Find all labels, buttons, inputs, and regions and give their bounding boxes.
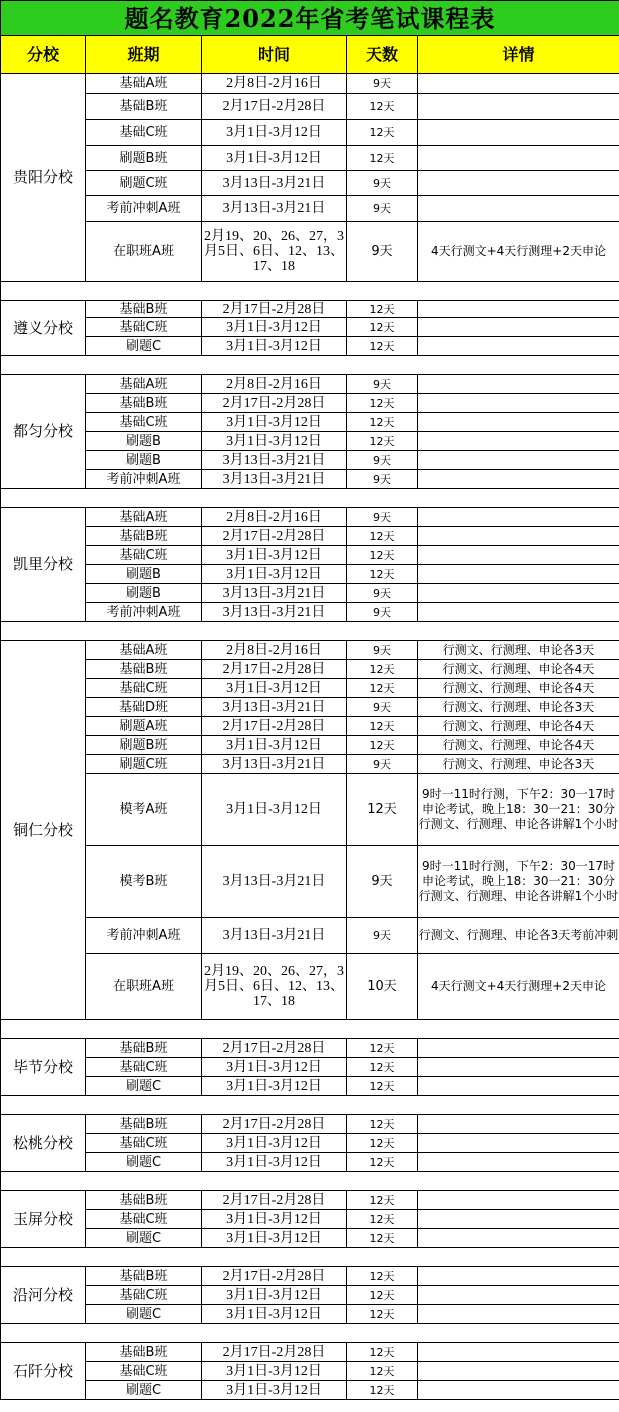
table-row — [1, 1039, 619, 1058]
class-detail: 行测文、行测理、申论各3天 — [418, 755, 619, 774]
class-detail — [418, 546, 619, 565]
table-row — [1, 470, 619, 489]
table-row — [1, 1305, 619, 1324]
class-days: 12天 — [347, 1153, 418, 1172]
class-detail — [418, 470, 619, 489]
table-row — [1, 546, 619, 565]
class-name: 考前冲刺A班 — [86, 603, 202, 622]
class-detail: 9时一11时行测，下午2：30一17时申论考试，晚上18：30一21：30分行测文、行测理、申论各讲解1个小时 — [418, 846, 619, 918]
class-days: 12天 — [347, 1115, 418, 1134]
class-days: 12天 — [347, 717, 418, 736]
class-name: 刷题C班 — [86, 171, 202, 196]
header-time: 时间 — [202, 36, 347, 74]
class-time: 2月17日-2月28日 — [202, 301, 347, 318]
spacer-row — [1, 1096, 619, 1115]
table-row — [1, 1381, 619, 1400]
class-time: 3月1日-3月12日 — [202, 774, 347, 846]
class-days: 12天 — [347, 1134, 418, 1153]
class-time: 3月1日-3月12日 — [202, 1077, 347, 1096]
class-name: 刷题C — [86, 1381, 202, 1400]
spacer-cell — [1, 1324, 619, 1343]
class-name: 考前冲刺A班 — [86, 470, 202, 489]
class-time: 3月1日-3月12日 — [202, 413, 347, 432]
class-days: 12天 — [347, 679, 418, 698]
class-detail — [418, 1077, 619, 1096]
class-days: 9天 — [347, 470, 418, 489]
class-time: 3月1日-3月12日 — [202, 1305, 347, 1324]
class-days: 12天 — [347, 301, 418, 318]
class-name: 基础B班 — [86, 1115, 202, 1134]
table-row — [1, 120, 619, 146]
spacer-row — [1, 1020, 619, 1039]
class-name: 刷题B — [86, 451, 202, 470]
spacer-row — [1, 1172, 619, 1191]
class-time: 3月1日-3月12日 — [202, 1362, 347, 1381]
table-row — [1, 1362, 619, 1381]
table-row — [1, 717, 619, 736]
class-days: 12天 — [347, 337, 418, 356]
spacer-cell — [1, 489, 619, 508]
spacer-cell — [1, 1248, 619, 1267]
class-days: 9天 — [347, 846, 418, 918]
class-time: 2月17日-2月28日 — [202, 94, 347, 120]
table-row — [1, 1058, 619, 1077]
class-detail: 行测文、行测理、申论各3天考前冲刺 — [418, 918, 619, 954]
spacer-row — [1, 489, 619, 508]
spacer-row — [1, 622, 619, 641]
table-row — [1, 846, 619, 918]
class-detail — [418, 1343, 619, 1362]
class-name: 刷题C — [86, 1153, 202, 1172]
class-name: 基础C班 — [86, 679, 202, 698]
class-detail — [418, 74, 619, 94]
spacer-cell — [1, 1172, 619, 1191]
table-row — [1, 641, 619, 660]
class-days: 12天 — [347, 1058, 418, 1077]
class-days: 12天 — [347, 527, 418, 546]
table-row — [1, 679, 619, 698]
table-row — [1, 451, 619, 470]
class-days: 9天 — [347, 196, 418, 222]
class-name: 刷题C — [86, 337, 202, 356]
class-name: 基础C班 — [86, 413, 202, 432]
class-time: 3月1日-3月12日 — [202, 318, 347, 337]
table-title: 题名教育2022年省考笔试课程表 — [1, 1, 619, 36]
class-name: 基础B班 — [86, 301, 202, 318]
table-row — [1, 1229, 619, 1248]
spacer-cell — [1, 1020, 619, 1039]
header-days: 天数 — [347, 36, 418, 74]
class-time: 3月1日-3月12日 — [202, 432, 347, 451]
class-time: 3月1日-3月12日 — [202, 1153, 347, 1172]
class-name: 基础B班 — [86, 1267, 202, 1286]
class-name: 在职班A班 — [86, 222, 202, 282]
class-time: 3月1日-3月12日 — [202, 1286, 347, 1305]
class-detail — [418, 508, 619, 527]
class-detail — [418, 1229, 619, 1248]
class-days: 12天 — [347, 413, 418, 432]
class-days: 12天 — [347, 1343, 418, 1362]
class-name: 基础C班 — [86, 546, 202, 565]
table-row — [1, 146, 619, 171]
class-days: 12天 — [347, 546, 418, 565]
table-row — [1, 394, 619, 413]
class-time: 3月1日-3月12日 — [202, 120, 347, 146]
class-time: 3月13日-3月21日 — [202, 846, 347, 918]
table-row — [1, 1210, 619, 1229]
class-name: 基础D班 — [86, 698, 202, 717]
table-row — [1, 171, 619, 196]
class-detail: 行测文、行测理、申论各4天 — [418, 736, 619, 755]
class-time: 3月13日-3月21日 — [202, 918, 347, 954]
class-days: 9天 — [347, 375, 418, 394]
class-detail — [418, 394, 619, 413]
class-detail — [418, 94, 619, 120]
table-row — [1, 301, 619, 318]
class-detail — [418, 584, 619, 603]
header-row — [1, 36, 619, 74]
class-name: 基础A班 — [86, 508, 202, 527]
class-detail — [418, 146, 619, 171]
branch-name: 沿河分校 — [1, 1267, 86, 1324]
class-time: 3月1日-3月12日 — [202, 146, 347, 171]
title-row — [1, 1, 619, 36]
class-detail: 4天行测文+4天行测理+2天申论 — [418, 954, 619, 1020]
class-time: 3月1日-3月12日 — [202, 1134, 347, 1153]
class-days: 9天 — [347, 74, 418, 94]
branch-name: 都匀分校 — [1, 375, 86, 489]
class-detail — [418, 413, 619, 432]
class-detail — [418, 1153, 619, 1172]
branch-name: 铜仁分校 — [1, 641, 86, 1020]
class-detail — [418, 375, 619, 394]
class-name: 基础C班 — [86, 1362, 202, 1381]
branch-name: 遵义分校 — [1, 301, 86, 356]
class-days: 12天 — [347, 1191, 418, 1210]
spacer-row — [1, 1324, 619, 1343]
table-row — [1, 1191, 619, 1210]
class-name: 基础C班 — [86, 318, 202, 337]
class-name: 刷题C班 — [86, 755, 202, 774]
table-row — [1, 375, 619, 394]
class-time: 3月13日-3月21日 — [202, 451, 347, 470]
spacer-cell — [1, 282, 619, 301]
class-detail — [418, 1191, 619, 1210]
class-days: 9天 — [347, 584, 418, 603]
class-time: 2月8日-2月16日 — [202, 74, 347, 94]
class-name: 考前冲刺A班 — [86, 196, 202, 222]
class-time: 2月17日-2月28日 — [202, 1191, 347, 1210]
class-time: 3月1日-3月12日 — [202, 337, 347, 356]
class-detail — [418, 337, 619, 356]
class-detail — [418, 451, 619, 470]
class-time: 2月8日-2月16日 — [202, 641, 347, 660]
class-time: 3月1日-3月12日 — [202, 565, 347, 584]
table-row — [1, 508, 619, 527]
class-days: 12天 — [347, 146, 418, 171]
class-time: 2月8日-2月16日 — [202, 375, 347, 394]
class-days: 12天 — [347, 318, 418, 337]
table-row — [1, 698, 619, 717]
class-days: 12天 — [347, 565, 418, 584]
spacer-cell — [1, 356, 619, 375]
class-detail — [418, 432, 619, 451]
class-time: 3月1日-3月12日 — [202, 1210, 347, 1229]
class-detail — [418, 1381, 619, 1400]
class-time: 3月1日-3月12日 — [202, 1229, 347, 1248]
class-name: 基础B班 — [86, 1191, 202, 1210]
class-time: 3月13日-3月21日 — [202, 755, 347, 774]
spacer-row — [1, 282, 619, 301]
header-class: 班期 — [86, 36, 202, 74]
class-name: 基础B班 — [86, 94, 202, 120]
table-row — [1, 94, 619, 120]
class-name: 刷题B — [86, 584, 202, 603]
class-name: 刷题B班 — [86, 736, 202, 755]
table-row — [1, 954, 619, 1020]
table-row — [1, 603, 619, 622]
class-days: 12天 — [347, 1267, 418, 1286]
class-time: 3月1日-3月12日 — [202, 1381, 347, 1400]
class-name: 基础C班 — [86, 1286, 202, 1305]
table-row — [1, 432, 619, 451]
class-name: 刷题C — [86, 1305, 202, 1324]
table-row — [1, 1153, 619, 1172]
table-row — [1, 318, 619, 337]
class-name: 刷题C — [86, 1229, 202, 1248]
branch-name: 松桃分校 — [1, 1115, 86, 1172]
class-name: 考前冲刺A班 — [86, 918, 202, 954]
class-name: 基础A班 — [86, 375, 202, 394]
table-row — [1, 1267, 619, 1286]
class-detail: 9时一11时行测，下午2：30一17时申论考试，晚上18：30一21：30分行测文、行测理、申论各讲解1个小时 — [418, 774, 619, 846]
class-days: 9天 — [347, 918, 418, 954]
class-name: 基础B班 — [86, 394, 202, 413]
class-days: 12天 — [347, 1362, 418, 1381]
class-days: 12天 — [347, 660, 418, 679]
table-row — [1, 1343, 619, 1362]
table-row — [1, 222, 619, 282]
spacer-row — [1, 1248, 619, 1267]
table-row — [1, 74, 619, 94]
class-days: 12天 — [347, 1077, 418, 1096]
class-name: 基础A班 — [86, 641, 202, 660]
class-time: 3月1日-3月12日 — [202, 736, 347, 755]
class-detail: 4天行测文+4天行测理+2天申论 — [418, 222, 619, 282]
class-name: 基础B班 — [86, 660, 202, 679]
class-name: 基础B班 — [86, 1343, 202, 1362]
class-days: 9天 — [347, 508, 418, 527]
branch-name: 毕节分校 — [1, 1039, 86, 1096]
class-name: 刷题B班 — [86, 146, 202, 171]
class-time: 3月13日-3月21日 — [202, 603, 347, 622]
class-time: 3月13日-3月21日 — [202, 698, 347, 717]
branch-name: 凯里分校 — [1, 508, 86, 622]
class-name: 刷题B — [86, 432, 202, 451]
table-row — [1, 584, 619, 603]
class-time: 3月1日-3月12日 — [202, 546, 347, 565]
class-days: 9天 — [347, 641, 418, 660]
class-name: 基础C班 — [86, 1058, 202, 1077]
table-row — [1, 1077, 619, 1096]
class-detail — [418, 603, 619, 622]
class-days: 9天 — [347, 698, 418, 717]
class-detail — [418, 1286, 619, 1305]
table-row — [1, 1115, 619, 1134]
class-name: 基础B班 — [86, 1039, 202, 1058]
class-detail — [418, 1058, 619, 1077]
table-row — [1, 337, 619, 356]
class-days: 12天 — [347, 1286, 418, 1305]
class-detail — [418, 301, 619, 318]
class-detail — [418, 318, 619, 337]
class-days: 12天 — [347, 432, 418, 451]
class-days: 12天 — [347, 1229, 418, 1248]
class-name: 基础A班 — [86, 74, 202, 94]
class-time: 3月13日-3月21日 — [202, 196, 347, 222]
class-days: 9天 — [347, 603, 418, 622]
table-row — [1, 413, 619, 432]
class-detail — [418, 527, 619, 546]
class-days: 10天 — [347, 954, 418, 1020]
branch-name: 贵阳分校 — [1, 74, 86, 282]
class-time: 3月1日-3月12日 — [202, 1058, 347, 1077]
class-time: 2月19、20、26、27，3月5日、6日、12、13、17、18 — [202, 222, 347, 282]
class-name: 基础C班 — [86, 1210, 202, 1229]
spacer-row — [1, 356, 619, 375]
class-detail — [418, 196, 619, 222]
table-row — [1, 736, 619, 755]
table-row — [1, 527, 619, 546]
class-time: 2月17日-2月28日 — [202, 1115, 347, 1134]
class-detail: 行测文、行测理、申论各4天 — [418, 660, 619, 679]
class-name: 刷题A班 — [86, 717, 202, 736]
class-time: 3月13日-3月21日 — [202, 171, 347, 196]
class-detail — [418, 1210, 619, 1229]
class-days: 12天 — [347, 120, 418, 146]
class-time: 2月8日-2月16日 — [202, 508, 347, 527]
class-name: 基础C班 — [86, 1134, 202, 1153]
class-name: 基础B班 — [86, 527, 202, 546]
class-detail — [418, 1134, 619, 1153]
class-name: 模考A班 — [86, 774, 202, 846]
table-row — [1, 774, 619, 846]
class-detail: 行测文、行测理、申论各4天 — [418, 679, 619, 698]
branch-name: 玉屏分校 — [1, 1191, 86, 1248]
table-row — [1, 196, 619, 222]
class-days: 12天 — [347, 1381, 418, 1400]
class-days: 12天 — [347, 1210, 418, 1229]
class-time: 2月19、20、26、27，3月5日、6日、12、13、17、18 — [202, 954, 347, 1020]
table-row — [1, 660, 619, 679]
class-time: 3月13日-3月21日 — [202, 470, 347, 489]
class-days: 9天 — [347, 171, 418, 196]
class-name: 刷题C — [86, 1077, 202, 1096]
class-days: 12天 — [347, 774, 418, 846]
class-days: 9天 — [347, 451, 418, 470]
class-name: 刷题B — [86, 565, 202, 584]
spacer-cell — [1, 622, 619, 641]
class-days: 12天 — [347, 394, 418, 413]
class-days: 12天 — [347, 736, 418, 755]
class-detail — [418, 1305, 619, 1324]
class-time: 3月13日-3月21日 — [202, 584, 347, 603]
class-time: 2月17日-2月28日 — [202, 394, 347, 413]
class-name: 基础C班 — [86, 120, 202, 146]
class-detail — [418, 1039, 619, 1058]
table-row — [1, 1286, 619, 1305]
class-days: 12天 — [347, 1039, 418, 1058]
class-detail — [418, 1362, 619, 1381]
branch-name: 石阡分校 — [1, 1343, 86, 1400]
class-detail: 行测文、行测理、申论各3天 — [418, 698, 619, 717]
header-detail: 详情 — [418, 36, 619, 74]
table-row — [1, 755, 619, 774]
header-branch: 分校 — [1, 36, 86, 74]
class-name: 在职班A班 — [86, 954, 202, 1020]
class-detail — [418, 171, 619, 196]
table-row — [1, 918, 619, 954]
class-detail — [418, 1267, 619, 1286]
class-time: 2月17日-2月28日 — [202, 1343, 347, 1362]
spacer-cell — [1, 1096, 619, 1115]
class-days: 12天 — [347, 94, 418, 120]
class-detail — [418, 1115, 619, 1134]
table-row — [1, 565, 619, 584]
class-time: 2月17日-2月28日 — [202, 717, 347, 736]
class-detail — [418, 120, 619, 146]
class-detail: 行测文、行测理、申论各4天 — [418, 717, 619, 736]
class-detail — [418, 565, 619, 584]
class-time: 2月17日-2月28日 — [202, 1267, 347, 1286]
class-time: 2月17日-2月28日 — [202, 660, 347, 679]
class-time: 2月17日-2月28日 — [202, 527, 347, 546]
table-row — [1, 1134, 619, 1153]
class-days: 12天 — [347, 1305, 418, 1324]
class-days: 9天 — [347, 755, 418, 774]
class-time: 2月17日-2月28日 — [202, 1039, 347, 1058]
class-time: 3月1日-3月12日 — [202, 679, 347, 698]
class-days: 9天 — [347, 222, 418, 282]
class-detail: 行测文、行测理、申论各3天 — [418, 641, 619, 660]
class-name: 模考B班 — [86, 846, 202, 918]
